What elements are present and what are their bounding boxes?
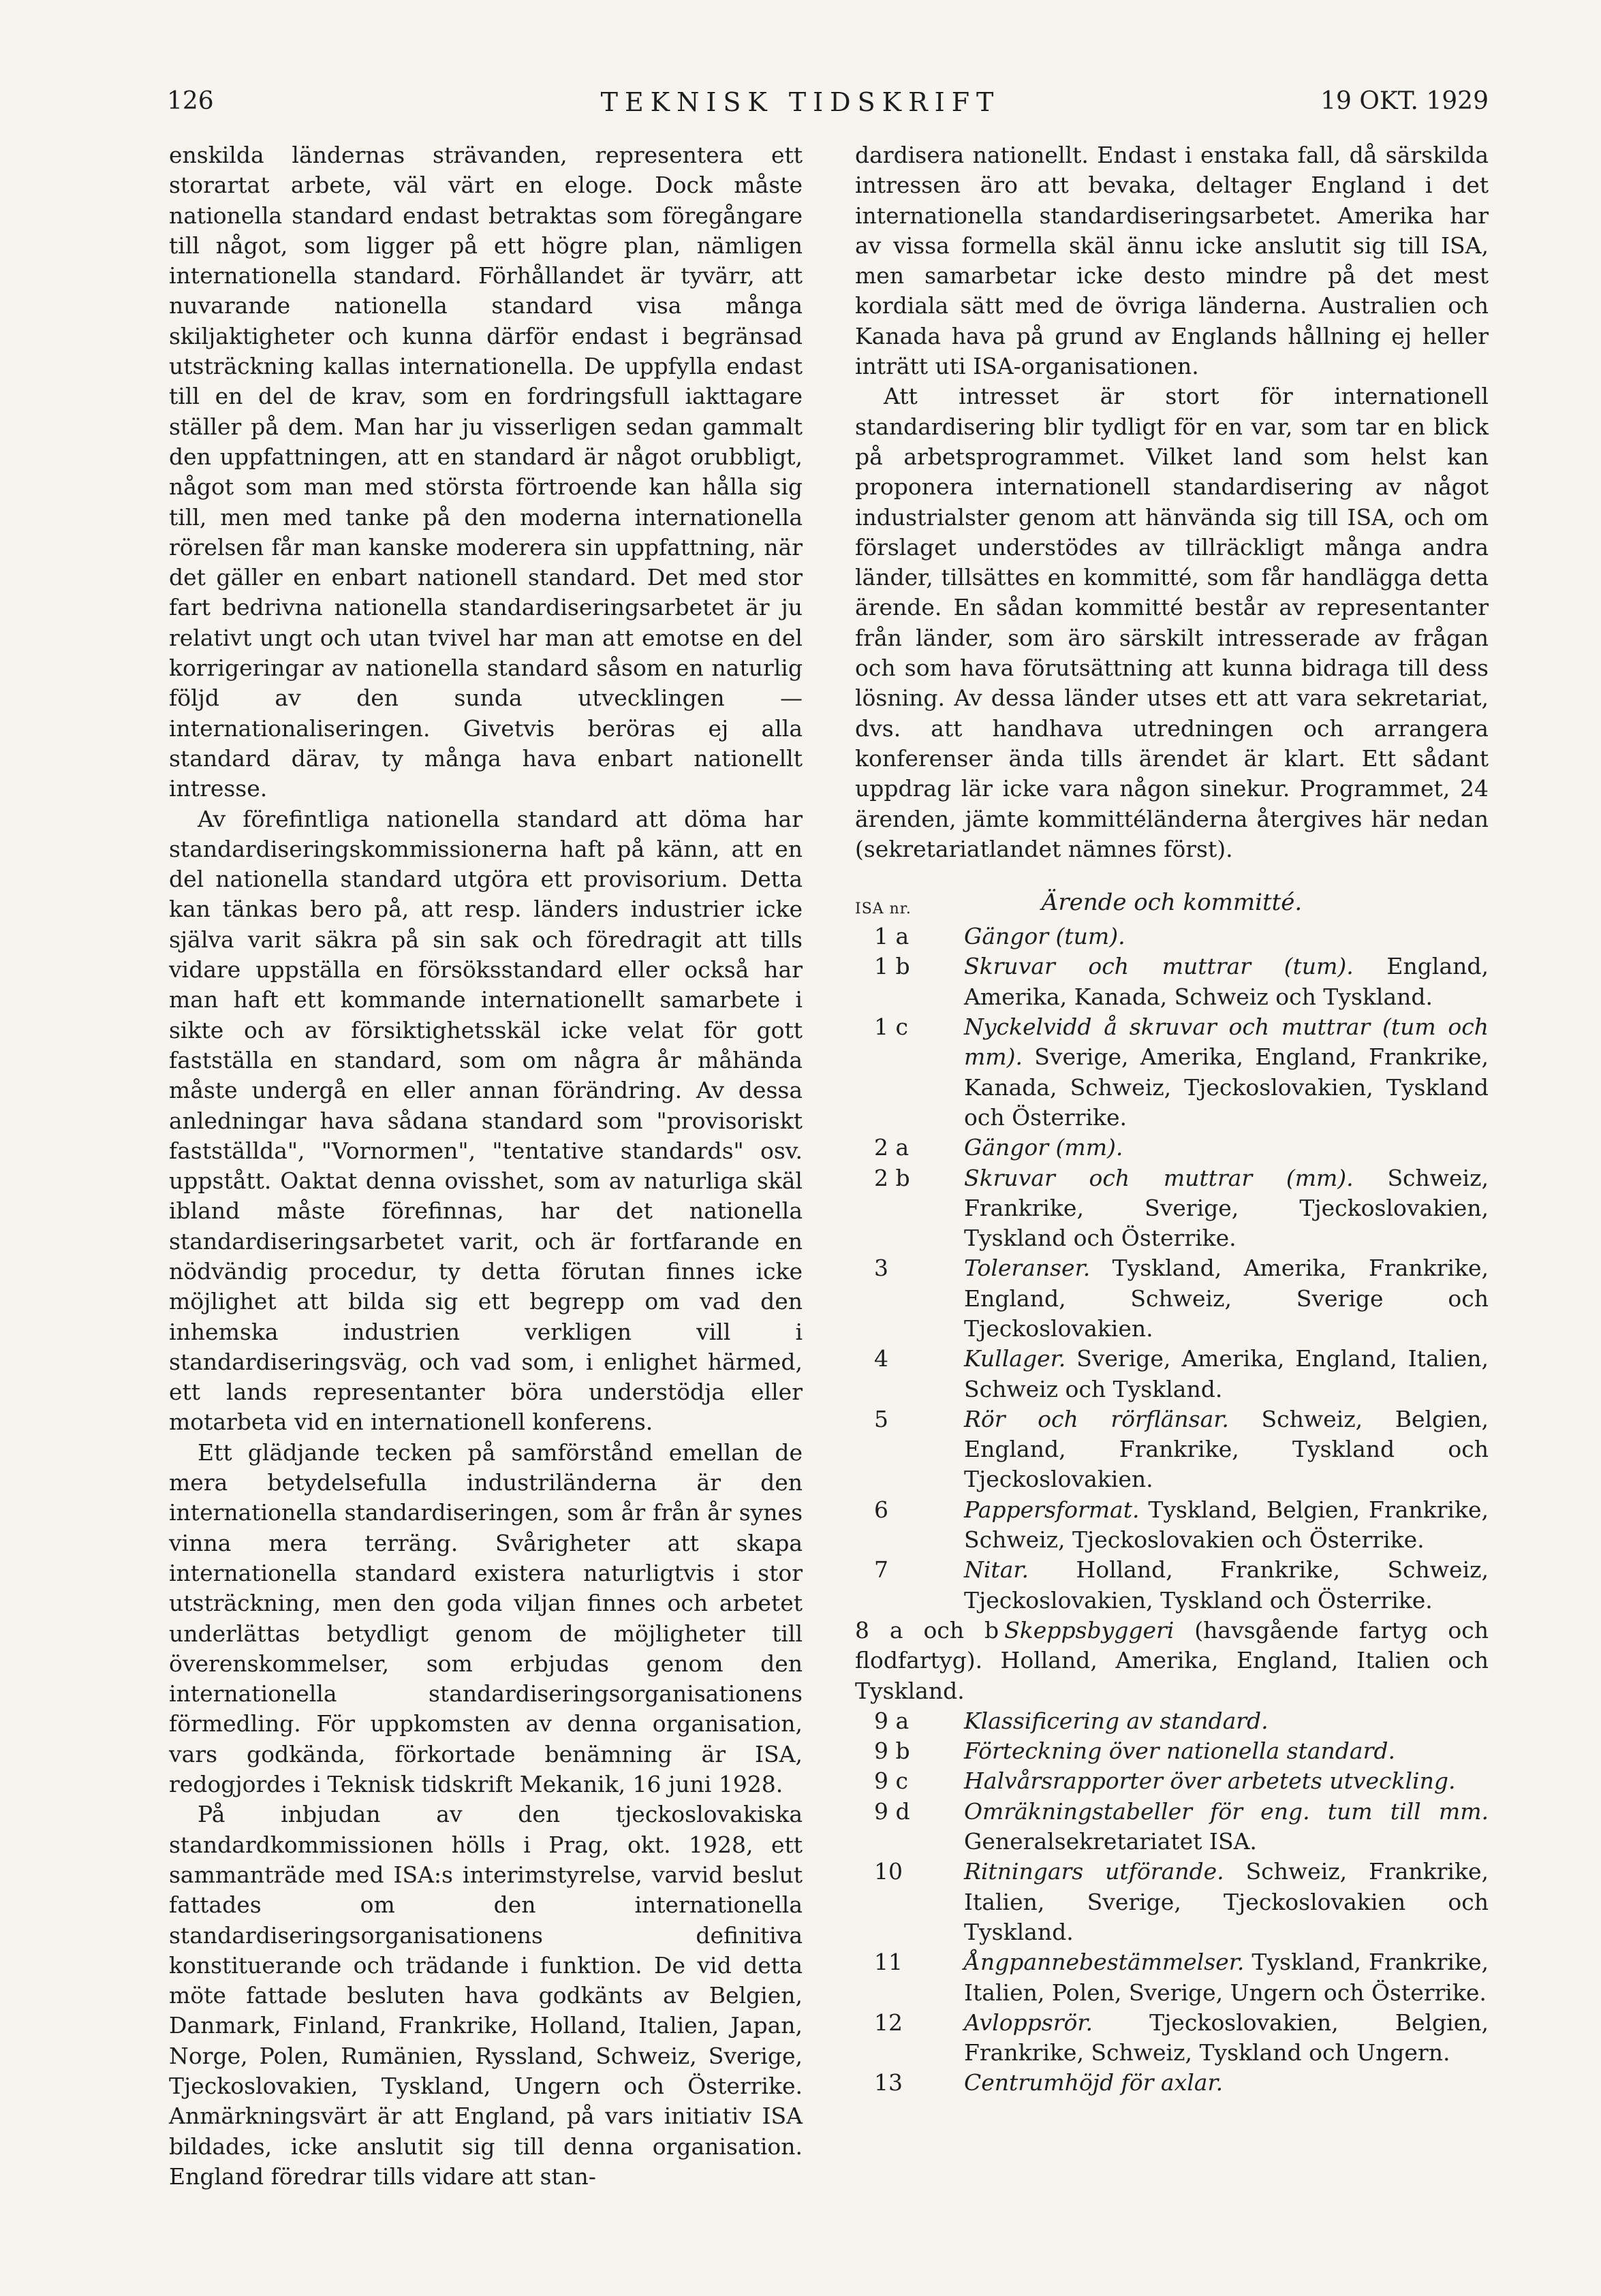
item-subject: Pappersformat.	[964, 1496, 1140, 1523]
program-item	[855, 1857, 1489, 1947]
item-committee: Schweiz, Frankrike, Sverige, Tjeckoslovakien, Tyskland och Österrike.	[964, 1164, 1489, 1252]
item-subject: Nyckelvidd å skruvar och muttrar (tum och mm).	[964, 1013, 1489, 1071]
item-subject: Ångpannebestämmelser.	[964, 1949, 1245, 1976]
item-number: 8 a och b	[855, 1616, 999, 1644]
item-number: 9 d	[874, 1797, 910, 1825]
program-item	[855, 1012, 1489, 1133]
item-number: 2 b	[874, 1164, 910, 1191]
paragraph: dardisera nationellt. Endast i enstaka fall, då särskilda intressen äro att bevaka, deltager England i det internationella standardiseringsarbetet. Amerika har av vissa formella skäl ännu icke anslutit sig till ISA, men samarbetar icke desto mindre på det mest kordiala sätt med de övriga länderna. Australien och Kanada hava på grund av Englands hållning ej heller inträtt uti ISA-organisationen.	[855, 142, 1489, 380]
issue-date: 19 OKT. 1929	[1320, 87, 1489, 115]
program-item	[855, 1766, 1489, 1796]
item-number: 9 b	[874, 1737, 910, 1765]
item-number: 7	[874, 1556, 888, 1584]
program-item	[855, 1133, 1489, 1163]
program-list-title: Ärende och kommitté.	[1041, 889, 1303, 917]
item-number: 6	[874, 1496, 888, 1523]
program-item	[855, 1736, 1489, 1766]
program-item	[855, 1253, 1489, 1344]
item-committee: Sverige, Amerika, England, Italien, Schweiz och Tyskland.	[964, 1345, 1489, 1402]
program-item	[855, 1163, 1489, 1254]
item-number: 13	[874, 2069, 903, 2096]
item-committee: Schweiz, Frankrike, Italien, Sverige, Tjeckoslovakien och Tyskland.	[964, 1858, 1489, 1945]
program-item	[855, 1706, 1489, 1736]
program-item	[855, 1947, 1489, 2008]
item-number: 2 a	[874, 1134, 910, 1161]
program-item	[855, 952, 1489, 1012]
item-number: 9 c	[874, 1767, 908, 1795]
page-number: 126	[167, 87, 214, 115]
item-subject: Omräkningstabeller för eng. tum till mm.	[964, 1797, 1489, 1825]
item-subject: Centrumhöjd för axlar.	[964, 2069, 1224, 2096]
item-number: 12	[874, 2009, 903, 2036]
item-subject: Förteckning över nationella standard.	[964, 1737, 1395, 1765]
item-subject: Nitar.	[964, 1556, 1029, 1584]
item-subject: Skruvar och muttrar (mm).	[964, 1164, 1354, 1191]
isa-number-label: ISA nr.	[855, 900, 912, 918]
program-item	[855, 1797, 1489, 1857]
program-list	[855, 922, 1489, 2098]
item-subject: Skruvar och muttrar (tum).	[964, 953, 1354, 980]
paragraph: Att intresset är stort för internationell standardisering blir tydligt för en var, som tar en blick på arbetsprogrammet. Vilket land som helst kan proponera internationell standardisering av något industrialster genom att hänvända sig till ISA, och om förslaget understödes av tillräckligt många andra länder, tillsättes en kommitté, som får handlägga detta ärende. En sådan kommitté består av representanter från länder, som äro särskilt intresserade av frågan och som hava förutsättning att kunna bidraga till dess lösning. Av dessa länder utses ett att vara sekretariat, dvs. att handhava utredningen och arrangera konferenser ända tills ärendet är klart. Ett sådant uppdrag lär icke vara någon sinekur. Programmet, 24 ärenden, jämte kommittéländerna återgives här nedan (sekretariatlandet nämnes först).	[855, 383, 1489, 862]
item-number: 11	[874, 1949, 903, 1976]
item-subject: Gängor (tum).	[964, 923, 1125, 950]
paragraph: På inbjudan av den tjeckoslovakiska standardkommissionen hölls i Prag, okt. 1928, ett sammanträde med ISA:s interimstyrelse, varvid beslut fattades om den internationella standardiseringsorganisationens definitiva konstituerande och trädande i funktion. De vid detta möte fattade besluten hava godkänts av Belgien, Danmark, Finland, Frankrike, Holland, Italien, Japan, Norge, Polen, Rumänien, Ryssland, Schweiz, Sverige, Tjeckoslovakien, Tyskland, Ungern och Österrike. Anmärkningsvärt är att England, på vars initiativ ISA bildades, icke anslutit sig till denna organisation. England föredrar tills vidare att stan-	[169, 1801, 803, 2190]
item-committee: England, Amerika, Kanada, Schweiz och Tyskland.	[964, 953, 1489, 1010]
program-item	[855, 922, 1489, 952]
program-item	[855, 1616, 1489, 1706]
item-subject: Toleranser.	[964, 1255, 1091, 1282]
program-item	[855, 1344, 1489, 1404]
item-subject: Avloppsrör.	[964, 2009, 1093, 2036]
item-committee: (havsgående fartyg och flodfartyg). Holland, Amerika, England, Italien och Tyskland.	[855, 1616, 1489, 1704]
item-number: 9 a	[874, 1707, 910, 1734]
item-committee: Tjeckoslovakien, Belgien, Frankrike, Schweiz, Tyskland och Ungern.	[964, 2009, 1489, 2066]
left-column	[169, 140, 803, 2192]
item-number: 1 a	[874, 923, 910, 950]
program-item	[855, 1404, 1489, 1495]
item-committee: Holland, Frankrike, Schweiz, Tjeckoslovakien, Tyskland och Österrike.	[964, 1556, 1489, 1614]
program-item	[855, 2008, 1489, 2069]
item-subject: Klassificering av standard.	[964, 1707, 1269, 1734]
item-committee: Schweiz, Belgien, England, Frankrike, Tyskland och Tjeckoslovakien.	[964, 1405, 1489, 1493]
paragraph: Av förefintliga nationella standard att döma har standardiseringskommissionerna haft på känn, att en del nationella standard utgöra ett provisorium. Detta kan tänkas bero på, att resp. länders industrier icke själva varit säkra på sin sak och föredragit att tills vidare uppställa en försöksstandard eller också har man haft ett kommande internationellt samarbete i sikte och av försiktighetsskäl icke velat för gott fastställa en standard, som om några år måhända måste undergå en eller annan förändring. Av dessa anledningar hava sådana standard som "provisoriskt fastställda", "Vornormen", "tentative standards" osv. uppstått. Oaktat denna ovisshet, som av naturliga skäl ibland måste förefinnas, har det nationella standardiseringsarbetet varit, och är fortfarande en nödvändig procedur, ty detta förutan finnes icke möjlighet att bilda sig ett begrepp om vad den inhemska industrien verkligen vill i standardiseringsväg, och vad som, i enlighet härmed, ett lands representanter böra understödja eller motarbeta vid en internationell konferens.	[169, 805, 803, 1436]
program-list-header	[855, 887, 1489, 922]
item-number: 10	[874, 1858, 903, 1885]
item-number: 1 b	[874, 953, 910, 980]
item-number: 5	[874, 1405, 888, 1432]
item-subject: Ritningars utförande.	[964, 1858, 1224, 1885]
item-subject: Rör och rörflänsar.	[964, 1405, 1229, 1432]
paragraph: Ett glädjande tecken på samförstånd emellan de mera betydelsefulla industriländerna är den internationella standardiseringen, som år från år synes vinna mera terräng. Svårigheter att skapa internationella standard existera naturligtvis i stor utsträckning, men den goda viljan finnes och arbetet underlättas betydligt genom de möjligheter till överenskommelser, som erbjudas genom den internationella standardiseringsorganisationens förmedling. För uppkomsten av denna organisation, vars godkända, förkortade benämning är ISA, redogjordes i Teknisk tidskrift Mekanik, 16 juni 1928.	[169, 1438, 803, 1798]
item-number: 1 c	[874, 1013, 908, 1041]
item-committee: Sverige, Amerika, England, Frankrike, Kanada, Schweiz, Tjeckoslovakien, Tyskland och Österrike.	[964, 1043, 1489, 1131]
program-item	[855, 1555, 1489, 1616]
item-committee: Tyskland, Amerika, Frankrike, England, Schweiz, Sverige och Tjeckoslovakien.	[964, 1255, 1489, 1342]
item-subject: Gängor (mm).	[964, 1134, 1123, 1161]
right-column	[855, 140, 1489, 2098]
item-subject: Halvårsrapporter över arbetets utveckling.	[964, 1767, 1456, 1795]
item-subject: Kullager.	[964, 1345, 1066, 1372]
program-item	[855, 2068, 1489, 2098]
item-subject: Skeppsbyggeri	[1004, 1616, 1175, 1644]
item-committee: Generalsekretariatet ISA.	[964, 1828, 1257, 1855]
item-number: 4	[874, 1345, 888, 1372]
journal-title: TEKNISK TIDSKRIFT	[600, 87, 1001, 117]
paragraph: enskilda ländernas strävanden, representera ett storartat arbete, väl värt en eloge. Dock måste nationella standard endast betraktas som föregångare till något, som ligger på ett högre plan, nämligen internationella standard. Förhållandet är tyvärr, att nuvarande nationella standard visa många skiljaktigheter och kunna därför endast i begränsad utsträckning kallas internationella. De uppfylla endast till en del de krav, som en fordringsfull iakttagare ställer på dem. Man har ju visserligen sedan gammalt den uppfattningen, att en standard är något orubbligt, något som man med största förtroende kan hålla sig till, men med tanke på den moderna internationella rörelsen får man kanske moderera sin uppfattning, när det gäller en enbart nationell standard. Det med stor fart bedrivna nationella standardiseringsarbetet är ju relativt ungt och utan tvivel har man att emotse en del korrigeringar av nationella standard såsom en naturlig följd av den sunda utvecklingen — internationaliseringen. Givetvis beröras ej alla standard därav, ty många hava enbart nationellt intresse.	[169, 142, 803, 802]
program-item	[855, 1495, 1489, 1556]
item-committee: Tyskland, Belgien, Frankrike, Schweiz, Tjeckoslovakien och Österrike.	[964, 1496, 1489, 1554]
item-number: 3	[874, 1255, 888, 1282]
item-committee: Tyskland, Frankrike, Italien, Polen, Sverige, Ungern och Österrike.	[964, 1949, 1489, 2006]
